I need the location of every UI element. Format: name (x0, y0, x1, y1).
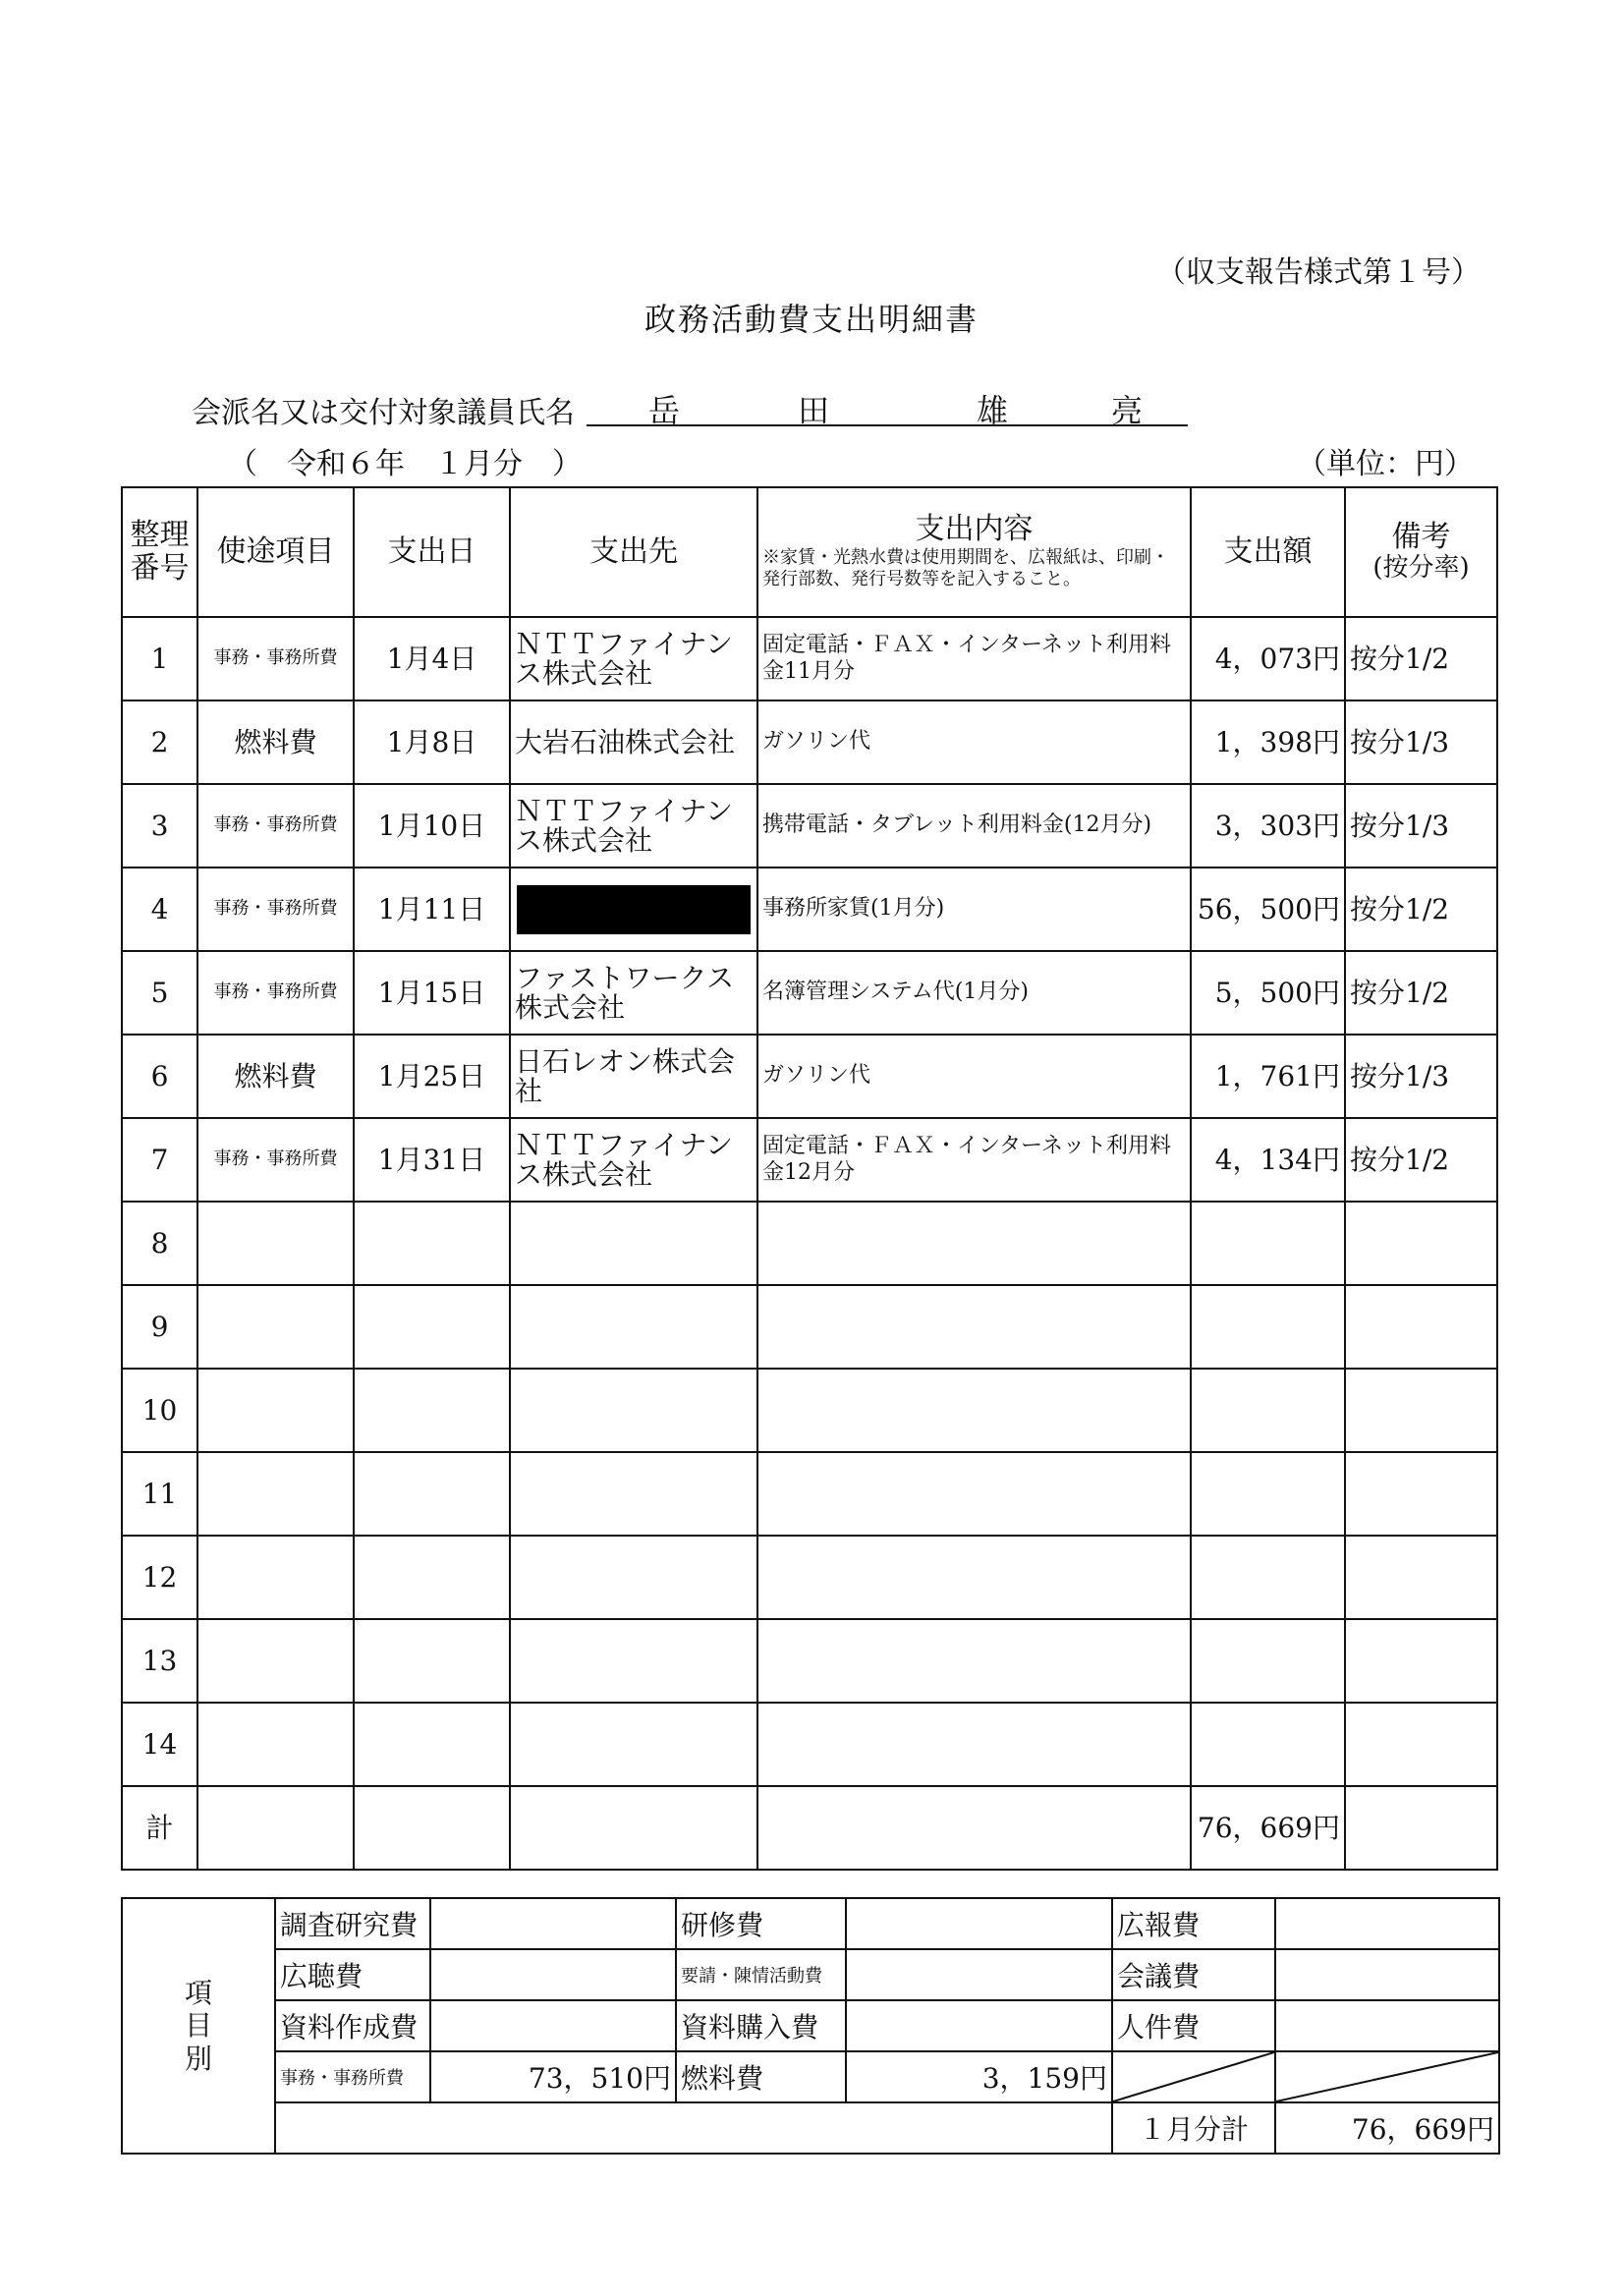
total-empty-cell (197, 1786, 354, 1870)
row-category: 事務・事務所費 (197, 617, 354, 700)
table-row (122, 1118, 1497, 1202)
row-content: 固定電話・ＦＡＸ・インターネット利用料金12月分 (757, 1118, 1191, 1202)
row-category: 燃料費 (197, 700, 354, 784)
row-date (354, 1369, 510, 1452)
row-category (197, 1285, 354, 1369)
summary-month-total-label: １月分計 (1112, 2102, 1275, 2154)
member-name-char: 雄 (977, 392, 1009, 429)
row-content: 名簿管理システム代(1月分) (757, 951, 1191, 1035)
row-content (757, 1452, 1191, 1536)
row-number: 8 (122, 1202, 197, 1285)
row-category (197, 1369, 354, 1452)
row-number: 5 (122, 951, 197, 1035)
member-name (648, 386, 1143, 431)
period-label: （ 令和６年 １月分 ） (228, 447, 582, 481)
row-date: 1月25日 (354, 1035, 510, 1118)
row-date (354, 1703, 510, 1786)
row-amount (1191, 1536, 1345, 1619)
row-date: 1月8日 (354, 700, 510, 784)
row-note (1345, 1452, 1497, 1536)
row-number: 13 (122, 1619, 197, 1703)
row-note (1345, 1536, 1497, 1619)
form-id: （収支報告様式第１号） (1156, 255, 1481, 290)
summary-month-total-amount: 76，669円 (1275, 2102, 1499, 2154)
table-row (122, 1285, 1497, 1369)
row-note (1345, 1285, 1497, 1369)
row-amount (1191, 1285, 1345, 1369)
row-note (1345, 1703, 1497, 1786)
row-number: 14 (122, 1703, 197, 1786)
diagonal-line (1113, 2052, 1274, 2101)
row-note: 按分1/3 (1345, 1035, 1497, 1118)
row-date (354, 1202, 510, 1285)
row-number: 6 (122, 1035, 197, 1118)
summary-side-label (122, 1898, 275, 2154)
row-note (1345, 1369, 1497, 1452)
summary-personnel-label: 人件費 (1112, 2000, 1275, 2051)
summary-office-amount: 73，510円 (430, 2051, 676, 2102)
total-empty-cell (757, 1786, 1191, 1870)
row-category (197, 1619, 354, 1703)
row-content: ガソリン代 (757, 700, 1191, 784)
table-row (122, 700, 1497, 784)
row-amount: 1，761円 (1191, 1035, 1345, 1118)
row-note: 按分1/2 (1345, 951, 1497, 1035)
summary-blank-row (275, 2102, 1112, 2154)
summary-personnel-value (1275, 2000, 1499, 2051)
row-category: 事務・事務所費 (197, 1118, 354, 1202)
row-content (757, 1285, 1191, 1369)
summary-hearing-label: 広聴費 (275, 1949, 430, 2000)
member-name-char: 亮 (1111, 392, 1144, 429)
row-note: 按分1/2 (1345, 1118, 1497, 1202)
header-note-title: 備考 (1391, 519, 1451, 554)
header-note-sub: (按分率) (1372, 553, 1470, 584)
header-date: 支出日 (354, 487, 510, 617)
row-category (197, 1703, 354, 1786)
row-content: 事務所家賃(1月分) (757, 868, 1191, 951)
header-category: 使途項目 (197, 487, 354, 617)
row-date: 1月10日 (354, 784, 510, 868)
table-row (122, 617, 1497, 700)
summary-research-value (430, 1898, 676, 1949)
header-content-note: ※家賃・光熱水費は使用期間を、広報紙は、印刷・発行部数、発行号数等を記入すること。 (762, 546, 1169, 590)
row-category (197, 1452, 354, 1536)
faction-label: 会派名又は交付対象議員氏名 (192, 396, 575, 430)
row-note (1345, 1202, 1497, 1285)
row-amount: 5，500円 (1191, 951, 1345, 1035)
summary-materials-make-value (430, 2000, 676, 2051)
summary-hearing-value (430, 1949, 676, 2000)
row-content (757, 1369, 1191, 1452)
row-payee (510, 868, 757, 951)
row-number: 7 (122, 1118, 197, 1202)
header-number-line: 整理 番号 (130, 517, 190, 586)
row-note: 按分1/2 (1345, 617, 1497, 700)
summary-fuel-amount: 3，159円 (846, 2051, 1112, 2102)
row-amount: 4，134円 (1191, 1118, 1345, 1202)
table-row (122, 1369, 1497, 1452)
row-amount: 1，398円 (1191, 700, 1345, 784)
row-date (354, 1619, 510, 1703)
row-category (197, 1536, 354, 1619)
row-amount (1191, 1202, 1345, 1285)
row-category: 事務・事務所費 (197, 951, 354, 1035)
row-content (757, 1619, 1191, 1703)
table-header-row (122, 487, 1497, 617)
table-row (122, 1619, 1497, 1703)
summary-materials-buy-value (846, 2000, 1112, 2051)
row-amount: 4，073円 (1191, 617, 1345, 700)
header-payee: 支出先 (510, 487, 757, 617)
row-note (1345, 1619, 1497, 1703)
row-payee (510, 1202, 757, 1285)
row-content (757, 1202, 1191, 1285)
summary-diagonal-cell (1112, 2051, 1275, 2102)
total-empty-cell (510, 1786, 757, 1870)
row-category (197, 1202, 354, 1285)
member-name-char: 田 (798, 392, 830, 429)
row-payee (510, 1536, 757, 1619)
summary-training-label: 研修費 (676, 1898, 846, 1949)
total-row (122, 1786, 1497, 1870)
row-date: 1月11日 (354, 868, 510, 951)
unit-label: （単位：円） (1297, 447, 1474, 481)
summary-side-text: 項 目 別 (184, 1976, 212, 2075)
row-payee (510, 1369, 757, 1452)
row-payee: ＮＴＴファイナンス株式会社 (510, 1118, 757, 1202)
summary-petition-value (846, 1949, 1112, 2000)
table-row (122, 1202, 1497, 1285)
row-category: 事務・事務所費 (197, 868, 354, 951)
row-note: 按分1/3 (1345, 700, 1497, 784)
row-payee: ＮＴＴファイナンス株式会社 (510, 617, 757, 700)
table-row (122, 1536, 1497, 1619)
row-number: 9 (122, 1285, 197, 1369)
row-note: 按分1/3 (1345, 784, 1497, 868)
row-amount: 56，500円 (1191, 868, 1345, 951)
row-content (757, 1703, 1191, 1786)
category-summary-table (121, 1897, 1500, 2155)
row-number: 3 (122, 784, 197, 868)
row-date (354, 1452, 510, 1536)
row-date: 1月31日 (354, 1118, 510, 1202)
summary-petition-label: 要請・陳情活動費 (676, 1949, 846, 2000)
row-content: ガソリン代 (757, 1035, 1191, 1118)
header-number (122, 487, 197, 617)
row-number: 4 (122, 868, 197, 951)
total-amount: 76，669円 (1191, 1786, 1345, 1870)
row-amount (1191, 1452, 1345, 1536)
row-payee: 大岩石油株式会社 (510, 700, 757, 784)
summary-pr-value (1275, 1898, 1499, 1949)
row-date: 1月4日 (354, 617, 510, 700)
row-payee (510, 1703, 757, 1786)
row-payee: ＮＴＴファイナンス株式会社 (510, 784, 757, 868)
table-row (122, 784, 1497, 868)
table-row (122, 951, 1497, 1035)
row-date (354, 1285, 510, 1369)
header-content (757, 487, 1191, 617)
row-content: 固定電話・ＦＡＸ・インターネット利用料金11月分 (757, 617, 1191, 700)
row-amount (1191, 1703, 1345, 1786)
row-category: 事務・事務所費 (197, 784, 354, 868)
summary-pr-label: 広報費 (1112, 1898, 1275, 1949)
table-row (122, 868, 1497, 951)
total-empty-cell (354, 1786, 510, 1870)
header-content-title: 支出内容 (915, 512, 1034, 547)
header-note (1345, 487, 1497, 617)
row-note: 按分1/2 (1345, 868, 1497, 951)
table-row (122, 1703, 1497, 1786)
summary-materials-buy-label: 資料購入費 (676, 2000, 846, 2051)
row-content: 携帯電話・タブレット利用料金(12月分) (757, 784, 1191, 868)
summary-office-label: 事務・事務所費 (275, 2051, 430, 2102)
row-payee (510, 1452, 757, 1536)
row-date (354, 1536, 510, 1619)
member-name-char: 岳 (648, 392, 681, 429)
row-amount (1191, 1619, 1345, 1703)
row-number: 12 (122, 1536, 197, 1619)
row-category: 燃料費 (197, 1035, 354, 1118)
total-label: 計 (122, 1786, 197, 1870)
row-number: 1 (122, 617, 197, 700)
summary-diagonal-cell (1275, 2051, 1499, 2102)
summary-meeting-value (1275, 1949, 1499, 2000)
row-payee (510, 1285, 757, 1369)
diagonal-line (1276, 2052, 1498, 2101)
row-number: 10 (122, 1369, 197, 1452)
total-empty-cell (1345, 1786, 1497, 1870)
row-amount (1191, 1369, 1345, 1452)
row-number: 2 (122, 700, 197, 784)
table-row (122, 1035, 1497, 1118)
row-number: 11 (122, 1452, 197, 1536)
summary-fuel-label: 燃料費 (676, 2051, 846, 2102)
row-date: 1月15日 (354, 951, 510, 1035)
row-content (757, 1536, 1191, 1619)
summary-materials-make-label: 資料作成費 (275, 2000, 430, 2051)
summary-research-label: 調査研究費 (275, 1898, 430, 1949)
header-amount: 支出額 (1191, 487, 1345, 617)
row-amount: 3，303円 (1191, 784, 1345, 868)
document-title: 政務活動費支出明細書 (644, 301, 979, 338)
redaction-block (517, 885, 751, 934)
row-payee: ファストワークス株式会社 (510, 951, 757, 1035)
summary-meeting-label: 会議費 (1112, 1949, 1275, 2000)
row-payee (510, 1619, 757, 1703)
table-row (122, 1452, 1497, 1536)
row-payee: 日石レオン株式会社 (510, 1035, 757, 1118)
expense-table (121, 486, 1498, 1871)
summary-training-value (846, 1898, 1112, 1949)
